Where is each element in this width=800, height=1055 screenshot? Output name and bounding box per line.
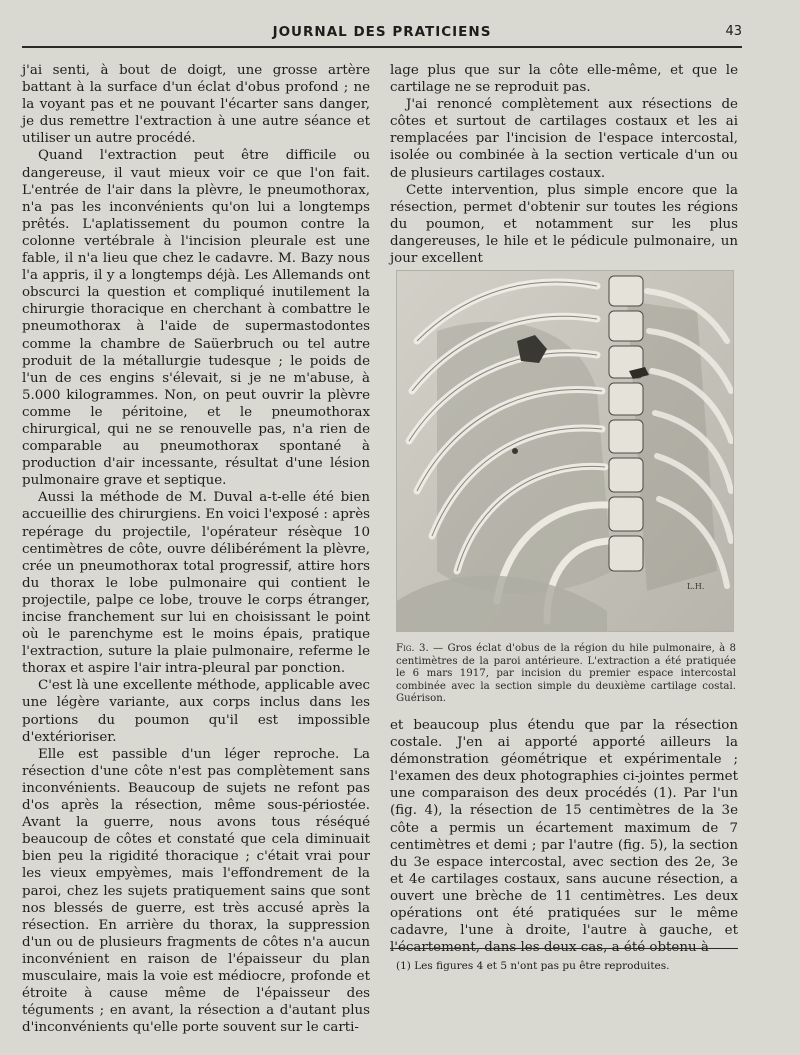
running-header xyxy=(22,20,742,48)
artist-signature: L.H. xyxy=(687,582,705,591)
journal-title: JOURNAL DES PRATICIENS xyxy=(272,24,492,40)
figure-caption-text: — Gros éclat d'obus de la région du hile pulmonaire, à 8 centimètres de la paroi antérieure. L'extraction a été pratiquée le 6 mars 1917, par incision du premier espace intercostal combinée avec la section simple du deuxième cartilage costal. Guérison. xyxy=(396,643,736,705)
body-paragraph: Cette intervention, plus simple encore que la résection, permet d'obtenir sur toutes les régions du poumon, et notamment sur les plus dangereuses, le hile et le pédicule pulmonaire, un jour excellent xyxy=(390,182,738,267)
body-paragraph: Aussi la méthode de M. Duval a-t-elle été bien accueillie des chirurgiens. En voici l'exposé : après repérage du projectile, l'opérateur résèque 10 centimètres de côte, ouvre délibérément la plèvre, crée un pneumothorax total progressif, attire hors du thorax le lobe pulmonaire qui contient le projectile, palpe ce lobe, trouve le corps étranger, incise franchement sur lui en choisissant le point où le parenchyme est le moins épais, pratique l'extraction, suture la plaie pulmonaire, referme le thorax et aspire l'air intra-pleural par ponction. xyxy=(22,490,370,677)
body-paragraph: j'ai senti, à bout de doigt, une grosse artère battant à la surface d'un éclat d'obus profond ; ne la voyant pas et ne pouvant l'écarter sans danger, je dus remettre l'extraction à une autre séance et utiliser un autre procédé. xyxy=(22,63,370,147)
body-paragraph: J'ai renoncé complètement aux résections de côtes et surtout de cartilages costaux et les ai remplacées par l'incision de l'espace intercostal, isolée ou combinée à la section verticale d'un ou de plusieurs cartilages costaux. xyxy=(390,97,738,181)
figure-caption xyxy=(396,643,736,706)
body-paragraph: Quand l'extraction peut être difficile ou dangereuse, il vaut mieux voir ce que l'on fait. L'entrée de l'air dans la plèvre, le pneumothorax, n'a pas les inconvénients qu'on lui a longtemps prêtés. L'aplatissement du poumon contre la colonne vertébrale à l'incision pleurale est une fable, il n'a lieu que chez le cadavre. M. Bazy nous l'a appris, il y a longtemps déjà. Les Allemands ont obscurci la question et compliqué inutilement la chirurgie thoracique en cherchant à combattre le pneumothorax à l'aide de supermastodontes comme la chambre de Saüerbruch ou tel autre produit de la métallurgie tudesque ; le poids de l'un de ces engins s'élevait, si je ne m'abuse, à 5.000 kilogrammes. Non, on peut ouvrir la plèvre comme le péritoine, et le pneumothorax chirurgical, qui ne se renouvelle pas, n'a rien de comparable au pneumothorax spontané à production d'air incessante, résultat d'une lésion pulmonaire grave et septique. xyxy=(22,148,370,489)
rib-cage-drawing xyxy=(397,271,733,631)
body-paragraph: Elle est passible d'un léger reproche. La résection d'une côte n'est pas complètement sans inconvénients. Beaucoup de sujets ne refont pas d'os après la résection, même sous-périostée. Avant la guerre, nous avons tous réséqué beaucoup de côtes et constaté que cela diminuait bien peu la rigidité thoracique ; c'était vrai pour les vieux empyèmes, mais l'effondrement de la paroi, chez les sujets pratiquement sains que sont nos blessés de guerre, est très accusé après la résection. En arrière du thorax, la suppression d'un ou de plusieurs fragments de côtes n'a aucun inconvénient en raison de l'épaisseur du plan musculaire, mais la voie est médiocre, profonde et étroite à cause même de l'épaisseur des téguments ; en avant, la résection a d'autant plus d'inconvénients qu'elle porte souvent sur le carti- xyxy=(22,746,370,1036)
right-column-bottom xyxy=(390,717,738,956)
right-column-top xyxy=(390,62,738,267)
figure-3-illustration xyxy=(396,270,734,632)
body-paragraph: C'est là une excellente méthode, applicable avec une légère variante, aux corps inclus dans les portions du poumon qu'il est impossible d'extérioriser. xyxy=(22,678,370,745)
footnote: (1) Les figures 4 et 5 n'ont pas pu être reproduites. xyxy=(396,960,670,972)
footnote-divider xyxy=(390,948,738,949)
body-paragraph: et beaucoup plus étendu que par la résection costale. J'en ai apporté apporté ailleurs la démonstration géométrique et expérimentale ; l'examen des deux photographies ci-jointes permet une comparaison des deux procédés (1). Par l'un (fig. 4), la résection de 15 centimètres de la 3e côte a permis un écartement maximum de 7 centimètres et demi ; par l'autre (fig. 5), la section du 3e espace intercostal, avec section des 2e, 3e et 4e cartilages costaux, sans aucune résection, a ouvert une brèche de 11 centimètres. Les deux opérations ont été pratiquées sur le même cadavre, l'une à droite, l'autre à gauche, et l'écartement, dans les deux cas, a été obtenu à xyxy=(390,718,738,956)
left-column xyxy=(22,62,370,1036)
figure-label: Fig. 3. xyxy=(396,643,429,654)
page-number: 43 xyxy=(725,24,742,39)
body-paragraph: lage plus que sur la côte elle-même, et que le cartilage ne se reproduit pas. xyxy=(390,63,738,96)
